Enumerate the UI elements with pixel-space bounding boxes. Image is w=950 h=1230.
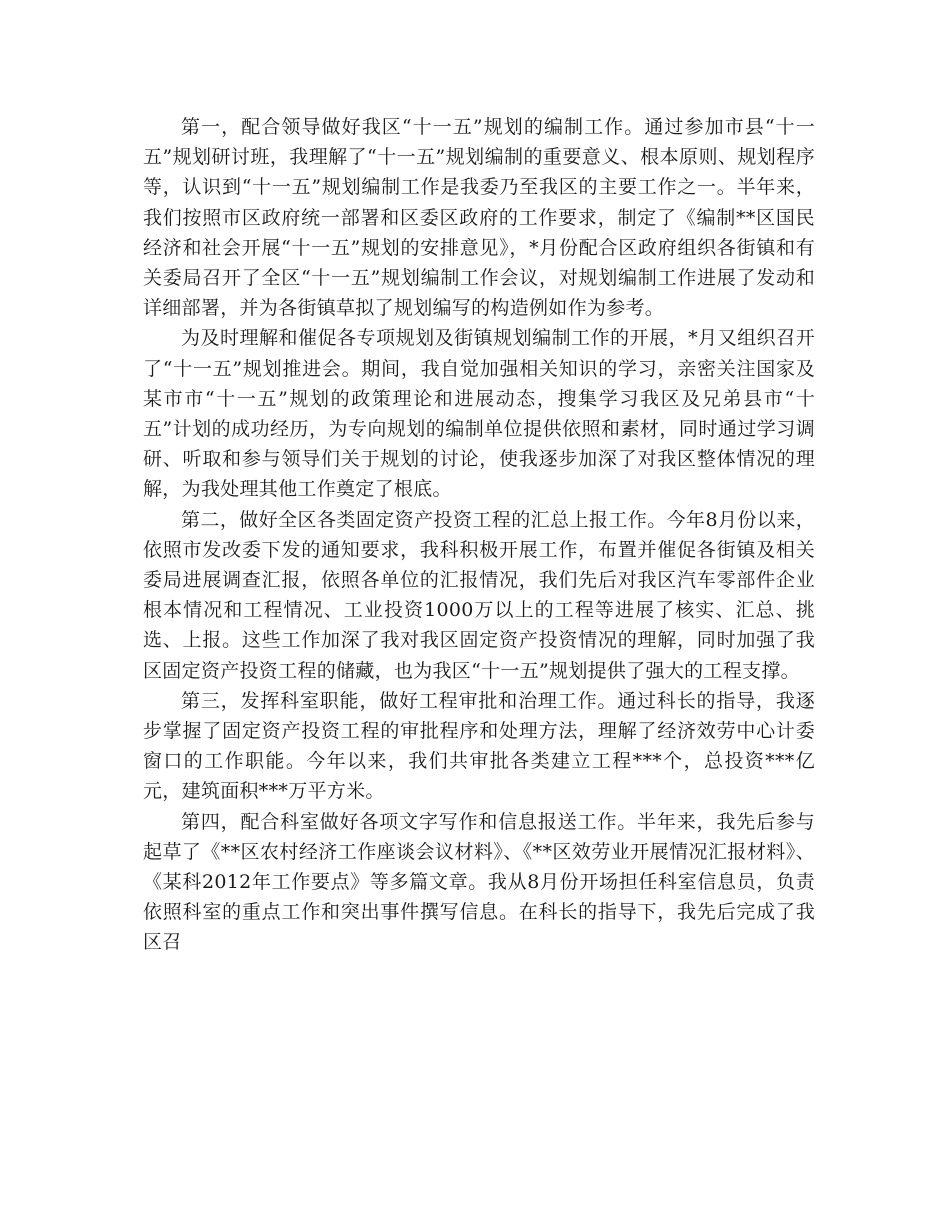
paragraph-1: 第一，配合领导做好我区“十一五”规划的编制工作。通过参加市县“十一五”规划研讨班，我理解了“十一五”规划编制的重要意义、根本原则、规划程序等，认识到“十一五”规划编制工作是我委乃至我区的主要工作之一。半年来，我们按照市区政府统一部署和区委区政府的工作要求，制定了《编制**区国民经济和社会开展“十一五”规划的安排意见》，*月份配合区政府组织各街镇和有关委局召开了全区“十一五”规划编制工作会议，对规划编制工作进展了发动和详细部署，并为各街镇草拟了规划编写的构造例如作为参考。 [143, 116, 815, 320]
document-body [143, 112, 815, 958]
paragraph-4: 第三，发挥科室职能，做好工程审批和治理工作。通过科长的指导，我逐步掌握了固定资产投资工程的审批程序和处理方法，理解了经济效劳中心计委窗口的工作职能。今年以来，我们共审批各类建立工程***个，总投资***亿元，建筑面积***万平方米。 [143, 689, 815, 803]
paragraph-3: 第二，做好全区各类固定资产投资工程的汇总上报工作。今年8月份以来，依照市发改委下发的通知要求，我科积极开展工作，布置并催促各街镇及相关委局进展调查汇报，依照各单位的汇报情况，我们先后对我区汽车零部件企业根本情况和工程情况、工业投资1000万以上的工程等进展了核实、汇总、挑选、上报。这些工作加深了我对我区固定资产投资情况的理解，同时加强了我区固定资产投资工程的储藏，也为我区“十一五”规划提供了强大的工程支撑。 [143, 508, 815, 682]
paragraph-5: 第四，配合科室做好各项文字写作和信息报送工作。半年来，我先后参与起草了《**区农村经济工作座谈会议材料》、《**区效劳业开展情况汇报材料》、《某科2012年工作要点》等多篇文章。我从8月份开场担任科室信息员，负责依照科室的重点工作和突出事件撰写信息。在科长的指导下，我先后完成了我区召 [143, 810, 815, 954]
paragraph-2: 为及时理解和催促各专项规划及街镇规划编制工作的开展，*月又组织召开了“十一五”规划推进会。期间，我自觉加强相关知识的学习，亲密关注国家及某市市“十一五”规划的政策理论和进展动态，搜集学习我区及兄弟县市“十五”计划的成功经历，为专向规划的编制单位提供依照和素材，同时通过学习调研、听取和参与领导们关于规划的讨论，使我逐步加深了对我区整体情况的理解，为我处理其他工作奠定了根底。 [143, 327, 815, 501]
